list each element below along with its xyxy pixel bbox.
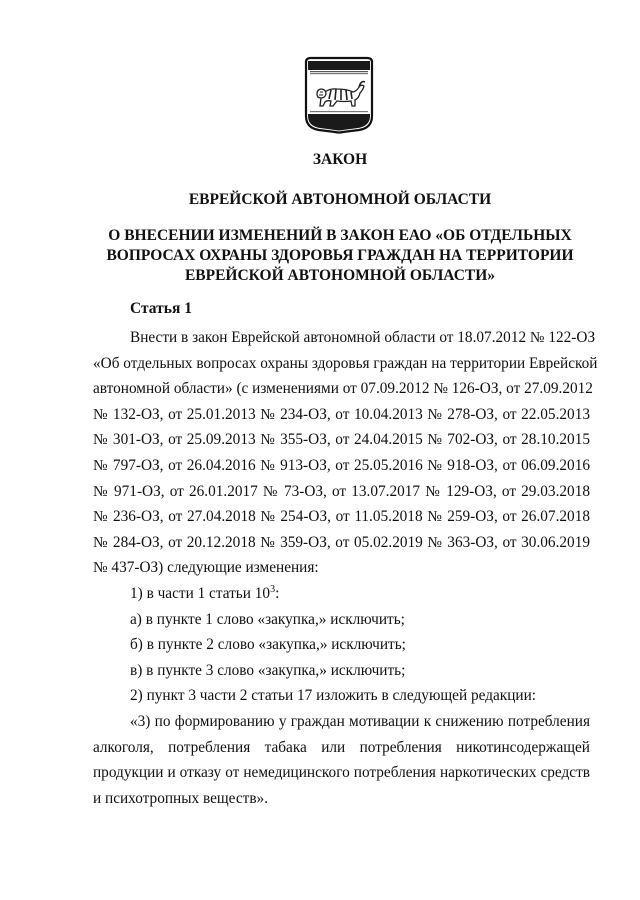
quote-line: и психотропных веществ». <box>93 789 269 807</box>
amendment-subitem-b: б) в пункте 2 слово «закупка,» исключить; <box>130 636 406 654</box>
paragraph-line: «Об отдельных вопросах охраны здоровья граждан на территории Еврейской <box>93 354 598 372</box>
quote-line: «3) по формированию у граждан мотивации к снижению потребления <box>130 712 590 730</box>
item-1-text: 1) в части 1 статьи 10 <box>130 584 271 602</box>
quote-line: продукции и отказу от немедицинского потребления наркотических средств <box>93 764 590 782</box>
coat-of-arms-icon <box>303 56 375 134</box>
law-subject-line-2: ВОПРОСАХ ОХРАНЫ ЗДОРОВЬЯ ГРАЖДАН НА ТЕРРИТОРИИ <box>106 247 574 264</box>
paragraph-line: № 797-ОЗ, от 26.04.2016 № 913-ОЗ, от 25.05.2016 № 918-ОЗ, от 06.09.2016 <box>93 456 590 474</box>
region-title: ЕВРЕЙСКОЙ АВТОНОМНОЙ ОБЛАСТИ <box>188 191 492 208</box>
paragraph-line: № 284-ОЗ, от 20.12.2018 № 359-ОЗ, от 05.02.2019 № 363-ОЗ, от 30.06.2019 <box>93 533 590 551</box>
paragraph-line: № 437-ОЗ) следующие изменения: <box>93 559 319 577</box>
paragraph-line: № 301-ОЗ, от 25.09.2013 № 355-ОЗ, от 24.04.2015 № 702-ОЗ, от 28.10.2015 <box>93 431 590 449</box>
amendment-item-1 <box>93 581 590 607</box>
item-1-superscript: 3 <box>270 583 276 595</box>
paragraph-line: автономной области» (с изменениями от 07.09.2012 № 126-ОЗ, от 27.09.2012 <box>93 380 593 398</box>
amendment-item-2: 2) пункт 3 части 2 статьи 17 изложить в следующей редакции: <box>130 687 537 705</box>
paragraph-line: № 132-ОЗ, от 25.01.2013 № 234-ОЗ, от 10.04.2013 № 278-ОЗ, от 22.05.2013 <box>93 405 590 423</box>
law-subject-title <box>60 226 620 286</box>
amendment-paragraph <box>93 325 598 581</box>
amendment-subitem-a: а) в пункте 1 слово «закупка,» исключить; <box>130 610 405 628</box>
quoted-new-wording <box>93 709 590 811</box>
article-heading: Статья 1 <box>130 300 192 317</box>
quote-line: алкоголя, потребления табака или потребления никотинсодержащей <box>93 738 590 756</box>
item-1-colon: : <box>275 584 280 602</box>
document-type-title: ЗАКОН <box>312 151 368 168</box>
paragraph-line: № 236-ОЗ, от 27.04.2018 № 254-ОЗ, от 11.05.2018 № 259-ОЗ, от 26.07.2018 <box>93 508 590 526</box>
article-body <box>93 325 598 811</box>
law-subject-line-1: О ВНЕСЕНИИ ИЗМЕНЕНИЙ В ЗАКОН ЕАО «ОБ ОТДЕЛЬНЫХ <box>108 227 572 244</box>
paragraph-line: № 971-ОЗ, от 26.01.2017 № 73-ОЗ, от 13.07.2017 № 129-ОЗ, от 29.03.2018 <box>93 482 590 500</box>
law-subject-line-3: ЕВРЕЙСКОЙ АВТОНОМНОЙ ОБЛАСТИ» <box>184 267 496 284</box>
paragraph-line: Внести в закон Еврейской автономной области от 18.07.2012 № 122-ОЗ <box>130 329 596 346</box>
amendment-subitem-c: в) в пункте 3 слово «закупка,» исключить; <box>130 661 406 679</box>
